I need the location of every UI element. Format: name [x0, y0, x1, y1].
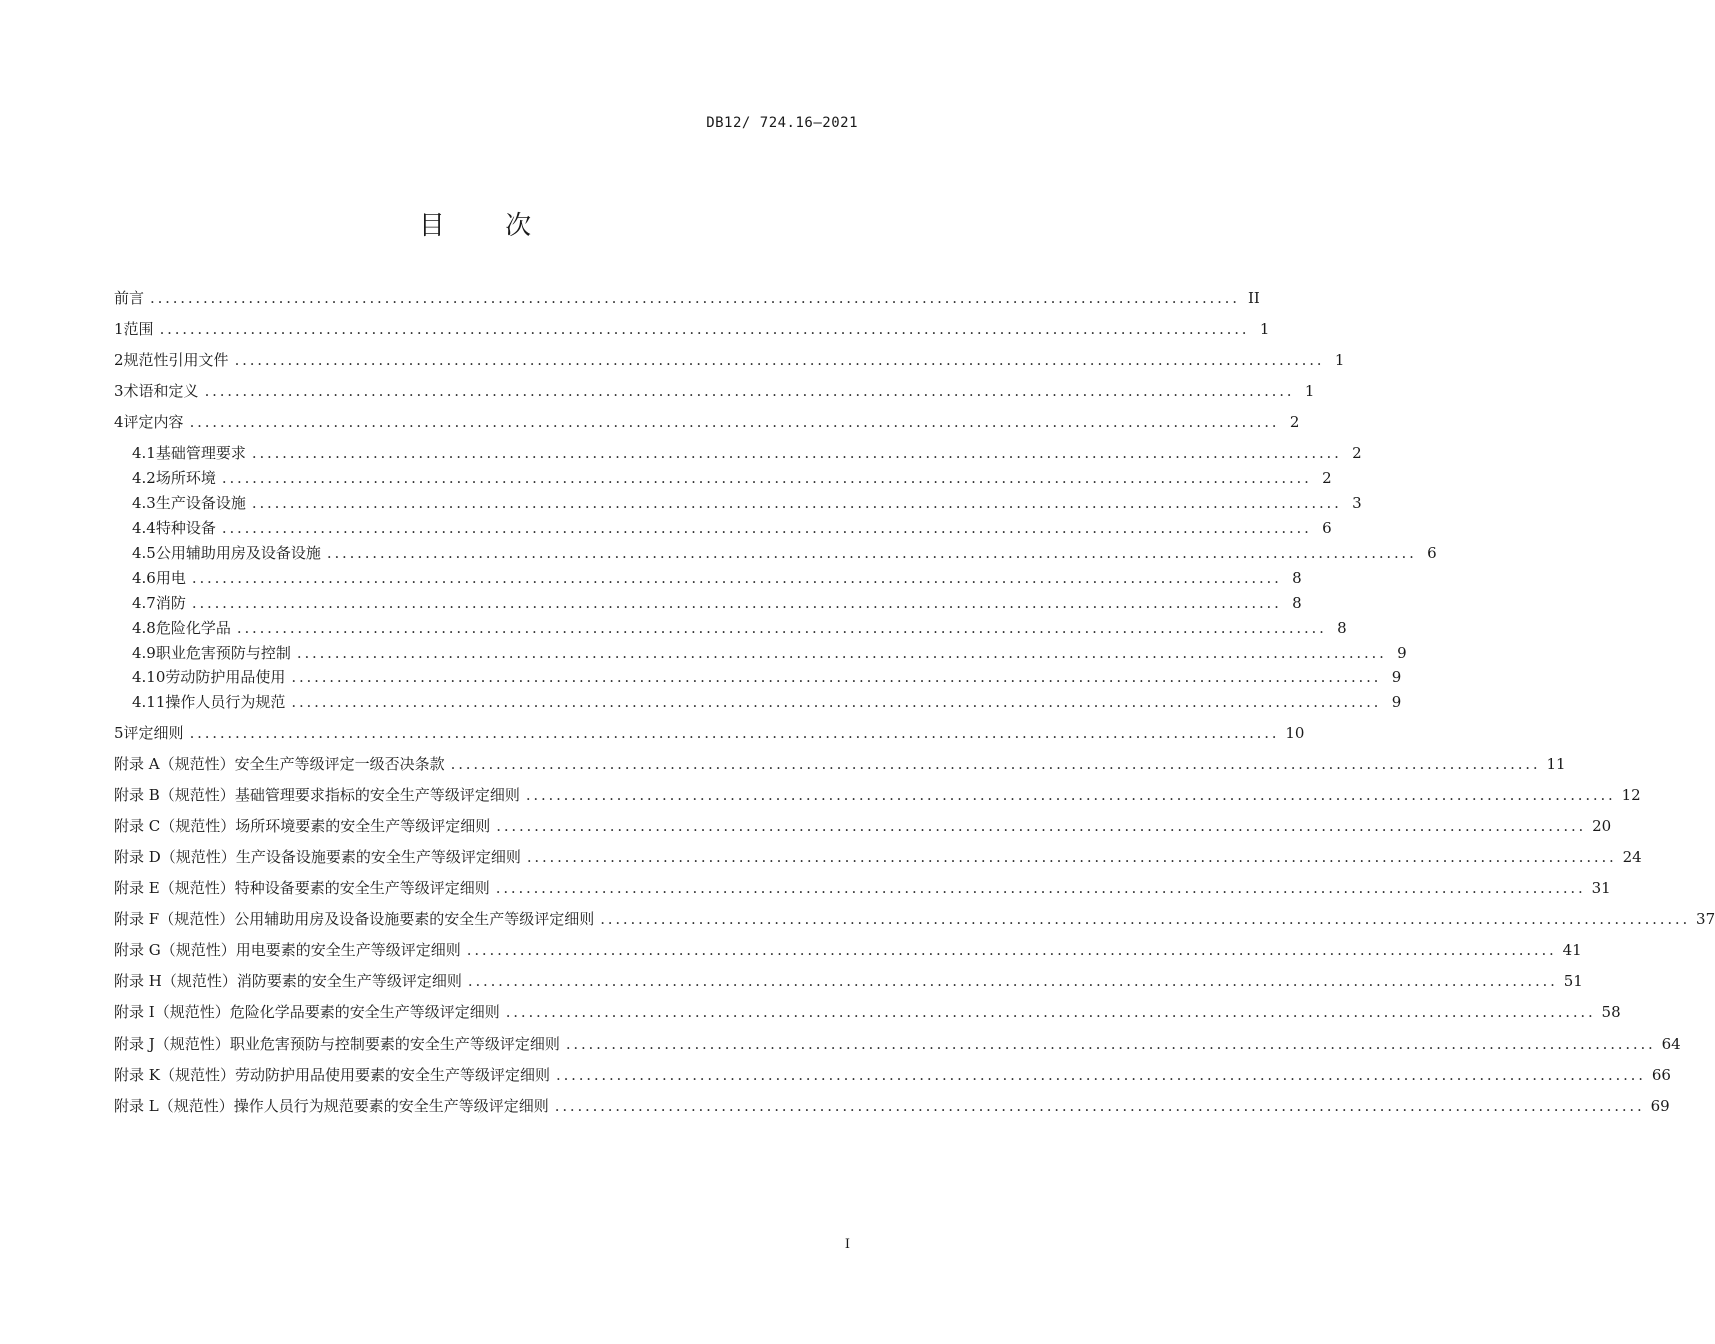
toc-entry-number: 5 — [114, 724, 124, 742]
toc-entry-5[interactable] — [114, 722, 1305, 744]
toc-entry-text: 生产设备设施 — [155, 494, 246, 512]
toc-entry-text: 危险化学品 — [155, 619, 231, 637]
annex-label: 附录 F — [114, 910, 160, 928]
toc-entry-page: 37 — [1696, 910, 1715, 928]
toc-entry-text: 特种设备 — [155, 519, 216, 537]
toc-entry-text: 操作人员行为规范 — [165, 693, 286, 711]
toc-entry-page: 2 — [1289, 413, 1300, 431]
toc-entry-page: 2 — [1352, 444, 1362, 462]
toc-entry-text: 劳动防护用品使用要素的安全生产等级评定细则 — [235, 1066, 551, 1084]
toc-entry-number: 4.3 — [132, 494, 156, 512]
dot-leader: ................................................................................................................................................ — [291, 668, 1382, 686]
toc-entry-text: 用电要素的安全生产等级评定细则 — [235, 941, 461, 959]
toc-entry-number: 4.10 — [132, 668, 166, 686]
toc-entry-page: 41 — [1562, 941, 1582, 959]
toc-entry-page: 6 — [1427, 544, 1437, 562]
toc-entry-text: 操作人员行为规范要素的安全生产等级评定细则 — [233, 1097, 549, 1115]
toc-entry-text: 基础管理要求 — [155, 444, 246, 462]
dot-leader: ................................................................................................................................................ — [251, 494, 1342, 512]
toc-entry-page: 69 — [1650, 1097, 1670, 1115]
toc-entry-number: 4.8 — [132, 619, 156, 637]
toc-entry-4-9[interactable] — [132, 642, 1407, 664]
toc-entry-page: 1 — [1304, 382, 1315, 400]
toc-entry-4-1[interactable] — [132, 442, 1362, 464]
dot-leader: ................................................................................................................................................ — [495, 879, 1586, 897]
toc-entry-page: 9 — [1391, 693, 1402, 711]
toc-entry-page: 58 — [1601, 1003, 1621, 1021]
dot-leader: ................................................................................................................................................ — [221, 469, 1312, 487]
toc-entry-text: 消防 — [155, 594, 186, 612]
toc-entry-text: 劳动防护用品使用 — [165, 668, 286, 686]
toc-entry-page: 2 — [1322, 469, 1332, 487]
annex-normative-tag: （规范性） — [159, 910, 235, 928]
dot-leader: ................................................................................................................................................ — [189, 724, 1280, 742]
page-title: 目 次 — [418, 211, 558, 241]
dot-leader: ................................................................................................................................................ — [291, 693, 1382, 711]
dot-leader: ................................................................................................................................................ — [450, 755, 1541, 773]
annex-normative-tag: （规范性） — [158, 1097, 234, 1115]
toc-entry-4-5[interactable] — [132, 542, 1437, 564]
annex-label: 附录 D — [114, 848, 161, 866]
annex-label: 附录 G — [114, 941, 161, 959]
dot-leader: ................................................................................................................................................ — [191, 594, 1282, 612]
toc-entry-2[interactable] — [114, 349, 1345, 371]
toc-entry-text: 职业危害预防与控制要素的安全生产等级评定细则 — [229, 1035, 560, 1053]
toc-entry-text: 术语和定义 — [123, 382, 199, 400]
toc-entry-foreword[interactable] — [114, 287, 1260, 309]
annex-normative-tag: （规范性） — [160, 941, 236, 959]
toc-entry-text: 基础管理要求指标的安全生产等级评定细则 — [234, 786, 520, 804]
toc-entry-page: 6 — [1322, 519, 1332, 537]
dot-leader: ................................................................................................................................................ — [466, 941, 1557, 959]
toc-entry-4-7[interactable] — [132, 592, 1302, 614]
dot-leader: ................................................................................................................................................ — [526, 848, 1617, 866]
toc-entry-page: 51 — [1563, 972, 1583, 990]
annex-normative-tag: （规范性） — [154, 1035, 230, 1053]
dot-leader: ................................................................................................................................................ — [204, 382, 1295, 400]
toc-entry-annex-a[interactable] — [114, 753, 1566, 775]
toc-entry-page: 11 — [1546, 755, 1566, 773]
dot-leader: ................................................................................................................................................ — [191, 569, 1282, 587]
annex-label: 附录 I — [114, 1003, 155, 1021]
dot-leader: ................................................................................................................................................ — [234, 351, 1325, 369]
dot-leader: ................................................................................................................................................ — [159, 320, 1250, 338]
toc-entry-text: 职业危害预防与控制 — [155, 644, 291, 662]
annex-normative-tag: （规范性） — [160, 817, 236, 835]
toc-entry-annex-h[interactable] — [114, 970, 1583, 992]
dot-leader: ................................................................................................................................................ — [496, 817, 1587, 835]
annex-normative-tag: （规范性） — [159, 879, 235, 897]
dot-leader: ................................................................................................................................................ — [525, 786, 1616, 804]
toc-entry-number: 4.5 — [132, 544, 156, 562]
toc-entry-text: 公用辅助用房及设备设施要素的安全生产等级评定细则 — [234, 910, 595, 928]
toc-entry-annex-f[interactable] — [114, 908, 1715, 930]
toc-entry-text: 消防要素的安全生产等级评定细则 — [236, 972, 462, 990]
toc-entry-page: 3 — [1352, 494, 1362, 512]
toc-entry-text: 评定内容 — [123, 413, 184, 431]
toc-entry-number: 4.2 — [132, 469, 156, 487]
toc-entry-4-3[interactable] — [132, 492, 1362, 514]
dot-leader: ................................................................................................................................................ — [251, 444, 1342, 462]
toc-entry-number: 4.7 — [132, 594, 156, 612]
toc-entry-page: II — [1247, 289, 1260, 307]
toc-entry-4-4[interactable] — [132, 517, 1332, 539]
toc-entry-3[interactable] — [114, 380, 1315, 402]
toc-entry-number: 4.11 — [132, 693, 166, 711]
annex-normative-tag: （规范性） — [159, 786, 235, 804]
toc-entry-text: 特种设备要素的安全生产等级评定细则 — [234, 879, 490, 897]
toc-entry-page: 12 — [1621, 786, 1641, 804]
toc-entry-number: 4.9 — [132, 644, 156, 662]
standard-code: DB12/ 724.16—2021 — [706, 115, 858, 131]
dot-leader: ................................................................................................................................................ — [565, 1035, 1656, 1053]
toc-entry-annex-j[interactable] — [114, 1033, 1681, 1055]
dot-leader: ................................................................................................................................................ — [236, 619, 1327, 637]
dot-leader: ................................................................................................................................................ — [221, 519, 1312, 537]
toc-entry-text: 评定细则 — [123, 724, 184, 742]
annex-normative-tag: （规范性） — [161, 972, 237, 990]
toc-entry-page: 64 — [1661, 1035, 1681, 1053]
annex-label: 附录 E — [114, 879, 160, 897]
dot-leader: ................................................................................................................................................ — [505, 1003, 1596, 1021]
toc-entry-text: 范围 — [123, 320, 154, 338]
annex-normative-tag: （规范性） — [159, 755, 235, 773]
annex-label: 附录 C — [114, 817, 161, 835]
toc-entry-page: 24 — [1622, 848, 1642, 866]
dot-leader: ................................................................................................................................................ — [467, 972, 1558, 990]
toc-entry-text: 危险化学品要素的安全生产等级评定细则 — [229, 1003, 500, 1021]
dot-leader: ................................................................................................................................................ — [150, 289, 1240, 307]
toc-entry-text: 公用辅助用房及设备设施 — [155, 544, 321, 562]
dot-leader: ................................................................................................................................................ — [556, 1066, 1646, 1084]
toc-entry-page: 1 — [1259, 320, 1270, 338]
toc-entry-page: 9 — [1391, 668, 1402, 686]
toc-entry-number: 4.4 — [132, 519, 156, 537]
toc-entry-page: 8 — [1337, 619, 1347, 637]
toc-entry-text: 前言 — [114, 289, 145, 307]
toc-entry-number: 3 — [114, 382, 124, 400]
toc-entry-number: 1 — [114, 320, 124, 338]
annex-label: 附录 H — [114, 972, 162, 990]
toc-entry-page: 10 — [1285, 724, 1305, 742]
dot-leader: ................................................................................................................................................ — [554, 1097, 1645, 1115]
dot-leader: ................................................................................................................................................ — [189, 413, 1280, 431]
annex-label: 附录 A — [114, 755, 160, 773]
toc-entry-annex-e[interactable] — [114, 877, 1611, 899]
toc-entry-annex-g[interactable] — [114, 939, 1582, 961]
toc-entry-number: 2 — [114, 351, 124, 369]
toc-entry-number: 4.1 — [132, 444, 156, 462]
toc-entry-page: 8 — [1292, 569, 1302, 587]
toc-entry-annex-l[interactable] — [114, 1095, 1670, 1117]
toc-entry-number: 4.6 — [132, 569, 156, 587]
toc-entry-4-2[interactable] — [132, 467, 1332, 489]
annex-label: 附录 L — [114, 1097, 159, 1115]
annex-normative-tag: （规范性） — [154, 1003, 230, 1021]
toc-entry-annex-k[interactable] — [114, 1064, 1671, 1086]
toc-entry-4[interactable] — [114, 411, 1300, 433]
toc-entry-1[interactable] — [114, 318, 1270, 340]
toc-entry-4-11[interactable] — [132, 691, 1402, 713]
toc-entry-4-6[interactable] — [132, 567, 1302, 589]
annex-label: 附录 J — [114, 1035, 155, 1053]
toc-entry-page: 66 — [1651, 1066, 1671, 1084]
toc-entry-page: 31 — [1591, 879, 1611, 897]
toc-entry-page: 20 — [1592, 817, 1612, 835]
annex-normative-tag: （规范性） — [160, 848, 236, 866]
toc-entry-4-8[interactable] — [132, 617, 1347, 639]
toc-entry-page: 9 — [1397, 644, 1407, 662]
toc-entry-text: 用电 — [155, 569, 186, 587]
dot-leader: ................................................................................................................................................ — [296, 644, 1387, 662]
dot-leader: ................................................................................................................................................ — [326, 544, 1417, 562]
annex-label: 附录 B — [114, 786, 160, 804]
toc-entry-text: 场所环境要素的安全生产等级评定细则 — [235, 817, 491, 835]
annex-normative-tag: （规范性） — [159, 1066, 235, 1084]
toc-entry-text: 场所环境 — [155, 469, 216, 487]
toc-entry-number: 4 — [114, 413, 124, 431]
toc-entry-annex-b[interactable] — [114, 784, 1641, 806]
toc-entry-page: 8 — [1292, 594, 1302, 612]
toc-entry-annex-i[interactable] — [114, 1001, 1621, 1023]
toc-entry-page: 1 — [1334, 351, 1345, 369]
annex-label: 附录 K — [114, 1066, 160, 1084]
page-number: I — [844, 1237, 850, 1252]
toc-entry-annex-d[interactable] — [114, 846, 1642, 868]
toc-entry-text: 安全生产等级评定一级否决条款 — [234, 755, 445, 773]
dot-leader: ................................................................................................................................................ — [600, 910, 1691, 928]
toc-entry-text: 生产设备设施要素的安全生产等级评定细则 — [235, 848, 521, 866]
toc-entry-annex-c[interactable] — [114, 815, 1612, 837]
toc-entry-4-10[interactable] — [132, 666, 1402, 688]
toc-entry-text: 规范性引用文件 — [123, 351, 229, 369]
